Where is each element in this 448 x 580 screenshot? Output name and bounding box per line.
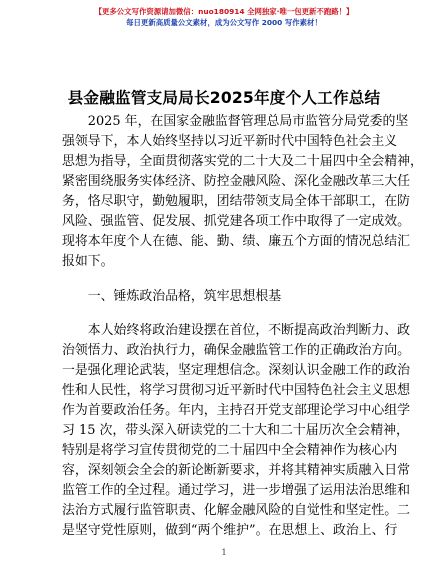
body-line: 风险、强监管、促发展、抓党建各项工作中取得了一定成效。 (62, 213, 411, 229)
body-line: 报如下。 (62, 253, 114, 269)
promo-banner (0, 6, 448, 28)
body-line: 本人始终将政治建设摆在首位，不断提高政治判断力、政 (62, 323, 411, 339)
body-line: 性和人民性，将学习贯彻习近平新时代中国特色社会主义思想 (62, 383, 411, 399)
paragraph-spacer (62, 306, 383, 321)
body-line: 作为首要政治任务。年内，主持召开党支部理论学习中心组学 (62, 403, 411, 419)
body-line: 法治方式履行监管职责、化解金融风险的自觉性和坚定性。二 (62, 502, 411, 518)
paragraph-spacer (62, 272, 383, 287)
promo-banner-line-1: 【更多公文写作资源请加微信：nuo180914 全网独家·唯一包更新不跑路！】 (94, 7, 354, 16)
body-line: 强领导下，本人始终坚持以习近平新时代中国特色社会主义 (62, 133, 398, 149)
body-line: 思想为指导，全面贯彻落实党的二十大及二十届四中全会精神， (62, 153, 423, 169)
body-line: 务，恪尽职守，勤勉履职，团结带领支局全体干部职工，在防 (62, 193, 411, 209)
promo-banner-line-2: 每日更新高质量公文素材，成为公文写作 2000 写作素材！ (126, 18, 322, 27)
body-line: 容，深刻领会全会的新论断新要求，并将其精神实质融入日常 (62, 463, 411, 478)
body-line: 现将本年度个人在德、能、勤、绩、廉五个方面的情况总结汇 (62, 233, 411, 249)
body-line: 监管工作的全过程。通过学习，进一步增强了运用法治思维和 (62, 482, 411, 498)
document-title: 县金融监管支局局长2025年度个人工作总结 (67, 89, 381, 107)
body-line: 特别是将学习宣传贯彻党的二十届四中全会精神作为核心内 (62, 443, 398, 459)
body-line: 是坚守党性原则，做到“两个维护”。在思想上、政治上、行 (62, 522, 398, 538)
body-line: 一、锤炼政治品格，筑牢思想根基 (62, 288, 282, 304)
body-line: 2025 年，在国家金融监督管理总局市监管分局党委的坚 (62, 114, 409, 129)
page-number: 1 (221, 548, 227, 557)
body-line: 习 15 次，带头深入研读党的二十大和二十届历次全会精神， (62, 423, 409, 439)
body-line: 一是强化理论武装，坚定理想信念。深刻认识金融工作的政治 (62, 363, 411, 379)
body-line: 紧密围绕服务实体经济、防控金融风险、深化金融改革三大任 (62, 173, 411, 189)
body-line: 治领悟力、政治执行力，确保金融监管工作的正确政治方向。 (62, 343, 411, 359)
document-body (62, 112, 423, 541)
